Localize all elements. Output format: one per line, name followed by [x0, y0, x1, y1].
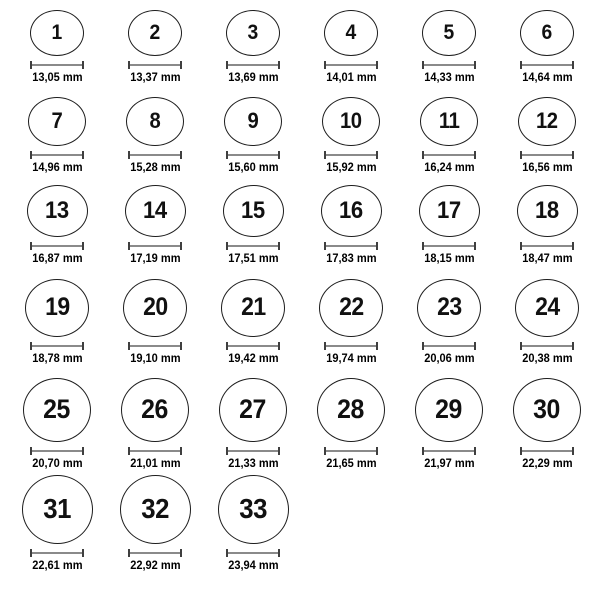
ring-size-cell [204, 10, 302, 91]
diameter-label: 18,47 mm [521, 250, 573, 265]
diameter-label: 16,56 mm [521, 159, 573, 174]
diameter-dimension-line [422, 342, 476, 350]
chart-row [8, 0, 600, 91]
ring-circle [513, 378, 581, 442]
diameter-dimension-line [520, 242, 574, 250]
ring-circle [224, 97, 282, 146]
ring-size-number: 28 [337, 394, 365, 425]
chart-row [8, 372, 600, 477]
diameter-label: 22,29 mm [521, 455, 573, 470]
ring-size-cell [302, 10, 400, 91]
diameter-label: 23,94 mm [227, 557, 279, 572]
ring-size-number: 24 [534, 293, 560, 322]
ring-size-cell [106, 10, 204, 91]
diameter-dimension-line [422, 447, 476, 455]
ring-circle [221, 279, 285, 337]
diameter-label: 15,28 mm [129, 159, 181, 174]
ring-size-number: 30 [533, 394, 561, 425]
ring-circle [324, 10, 378, 56]
chart-row [8, 272, 600, 372]
ring-size-cell [204, 475, 302, 600]
ring-size-number: 21 [240, 293, 266, 322]
diameter-dimension-line [30, 342, 84, 350]
ring-size-number: 19 [44, 293, 70, 322]
ring-size-number: 15 [241, 196, 265, 224]
diameter-label: 19,74 mm [325, 350, 377, 365]
ring-circle [517, 185, 578, 237]
ring-size-cell [106, 279, 204, 372]
ring-size-cell [8, 279, 106, 372]
ring-circle [422, 10, 476, 56]
ring-size-cell [498, 279, 596, 372]
ring-size-number: 1 [51, 21, 63, 45]
diameter-dimension-line [128, 242, 182, 250]
ring-size-number: 8 [149, 108, 161, 134]
ring-size-cell [204, 378, 302, 477]
ring-circle [419, 185, 480, 237]
diameter-dimension-line [30, 151, 84, 159]
diameter-dimension-line [128, 342, 182, 350]
diameter-label: 13,37 mm [129, 69, 181, 84]
ring-circle [126, 97, 184, 146]
diameter-dimension-line [30, 242, 84, 250]
diameter-dimension-line [520, 151, 574, 159]
ring-circle [520, 10, 574, 56]
diameter-dimension-line [520, 61, 574, 69]
ring-size-cell [498, 97, 596, 181]
ring-size-number: 14 [143, 196, 167, 224]
diameter-label: 21,97 mm [423, 455, 475, 470]
ring-size-number: 17 [437, 196, 461, 224]
ring-size-cell [204, 97, 302, 181]
ring-size-number: 22 [338, 293, 364, 322]
ring-size-cell [204, 185, 302, 272]
diameter-dimension-line [422, 151, 476, 159]
diameter-label: 20,06 mm [423, 350, 475, 365]
ring-size-cell [400, 10, 498, 91]
diameter-label: 17,83 mm [325, 250, 377, 265]
ring-circle [518, 97, 576, 146]
diameter-dimension-line [226, 61, 280, 69]
ring-circle [219, 378, 287, 442]
ring-size-number: 33 [239, 493, 267, 525]
ring-circle [223, 185, 284, 237]
ring-circle [23, 378, 91, 442]
diameter-dimension-line [520, 447, 574, 455]
ring-circle [226, 10, 280, 56]
diameter-dimension-line [324, 151, 378, 159]
ring-size-number: 29 [435, 394, 463, 425]
ring-circle [28, 97, 86, 146]
ring-size-cell [400, 185, 498, 272]
ring-size-number: 25 [43, 394, 71, 425]
diameter-dimension-line [520, 342, 574, 350]
ring-circle [321, 185, 382, 237]
diameter-label: 14,33 mm [423, 69, 475, 84]
ring-size-cell [498, 378, 596, 477]
ring-size-cell [302, 279, 400, 372]
diameter-label: 17,19 mm [129, 250, 181, 265]
diameter-dimension-line [324, 61, 378, 69]
diameter-label: 20,38 mm [521, 350, 573, 365]
ring-circle [218, 475, 289, 544]
diameter-label: 15,60 mm [227, 159, 279, 174]
diameter-label: 14,96 mm [31, 159, 83, 174]
ring-circle [322, 97, 380, 146]
chart-row [8, 91, 600, 181]
diameter-label: 14,64 mm [521, 69, 573, 84]
diameter-label: 18,15 mm [423, 250, 475, 265]
diameter-dimension-line [324, 447, 378, 455]
ring-circle [128, 10, 182, 56]
ring-size-cell [106, 185, 204, 272]
ring-size-number: 6 [541, 21, 553, 45]
ring-size-number: 13 [45, 196, 69, 224]
ring-size-number: 11 [438, 108, 460, 134]
diameter-dimension-line [324, 342, 378, 350]
ring-size-number: 5 [443, 21, 455, 45]
diameter-label: 22,92 mm [129, 557, 181, 572]
ring-size-number: 2 [149, 21, 161, 45]
ring-circle [22, 475, 93, 544]
ring-size-number: 31 [43, 493, 71, 525]
ring-circle [417, 279, 481, 337]
diameter-dimension-line [30, 447, 84, 455]
ring-size-number: 9 [247, 108, 259, 134]
ring-size-cell [204, 279, 302, 372]
diameter-label: 17,51 mm [227, 250, 279, 265]
ring-size-number: 23 [436, 293, 462, 322]
ring-circle [515, 279, 579, 337]
ring-size-number: 18 [535, 196, 559, 224]
ring-circle [317, 378, 385, 442]
ring-circle [27, 185, 88, 237]
ring-size-cell [302, 97, 400, 181]
ring-size-number: 4 [345, 21, 357, 45]
ring-size-number: 3 [247, 21, 259, 45]
diameter-dimension-line [226, 151, 280, 159]
ring-size-number: 20 [142, 293, 168, 322]
ring-size-number: 26 [141, 394, 169, 425]
ring-size-cell [400, 279, 498, 372]
diameter-dimension-line [226, 342, 280, 350]
diameter-dimension-line [128, 61, 182, 69]
ring-size-cell [8, 10, 106, 91]
diameter-dimension-line [422, 242, 476, 250]
diameter-dimension-line [30, 61, 84, 69]
ring-circle [420, 97, 478, 146]
diameter-dimension-line [128, 549, 182, 557]
ring-size-number: 12 [536, 108, 558, 134]
ring-size-cell [106, 378, 204, 477]
ring-circle [415, 378, 483, 442]
ring-size-number: 10 [340, 108, 362, 134]
diameter-label: 13,69 mm [227, 69, 279, 84]
ring-circle [123, 279, 187, 337]
diameter-dimension-line [324, 242, 378, 250]
diameter-label: 21,01 mm [129, 455, 181, 470]
diameter-dimension-line [128, 151, 182, 159]
diameter-label: 14,01 mm [325, 69, 377, 84]
ring-circle [319, 279, 383, 337]
diameter-label: 13,05 mm [31, 69, 83, 84]
chart-row [8, 181, 600, 272]
ring-size-cell [106, 475, 204, 600]
ring-size-cell [302, 185, 400, 272]
ring-size-cell [8, 185, 106, 272]
diameter-label: 19,10 mm [129, 350, 181, 365]
diameter-dimension-line [30, 549, 84, 557]
ring-size-cell [498, 10, 596, 91]
ring-size-cell [8, 378, 106, 477]
diameter-label: 22,61 mm [31, 557, 83, 572]
ring-size-number: 32 [141, 493, 169, 525]
diameter-dimension-line [226, 242, 280, 250]
ring-size-cell [400, 97, 498, 181]
ring-circle [125, 185, 186, 237]
diameter-label: 20,70 mm [31, 455, 83, 470]
ring-circle [120, 475, 191, 544]
diameter-label: 15,92 mm [325, 159, 377, 174]
ring-circle [121, 378, 189, 442]
ring-circle [30, 10, 84, 56]
ring-size-number: 7 [51, 108, 63, 134]
ring-size-number: 27 [239, 394, 267, 425]
diameter-dimension-line [422, 61, 476, 69]
diameter-label: 21,33 mm [227, 455, 279, 470]
ring-size-cell [400, 378, 498, 477]
diameter-label: 16,24 mm [423, 159, 475, 174]
diameter-dimension-line [226, 447, 280, 455]
diameter-label: 18,78 mm [31, 350, 83, 365]
ring-circle [25, 279, 89, 337]
diameter-dimension-line [226, 549, 280, 557]
ring-size-cell [106, 97, 204, 181]
ring-size-cell [498, 185, 596, 272]
ring-size-cell [8, 475, 106, 600]
ring-size-cell [302, 378, 400, 477]
chart-row [8, 477, 600, 600]
diameter-label: 16,87 mm [31, 250, 83, 265]
diameter-label: 21,65 mm [325, 455, 377, 470]
diameter-label: 19,42 mm [227, 350, 279, 365]
ring-size-number: 16 [339, 196, 363, 224]
ring-size-cell [8, 97, 106, 181]
diameter-dimension-line [128, 447, 182, 455]
